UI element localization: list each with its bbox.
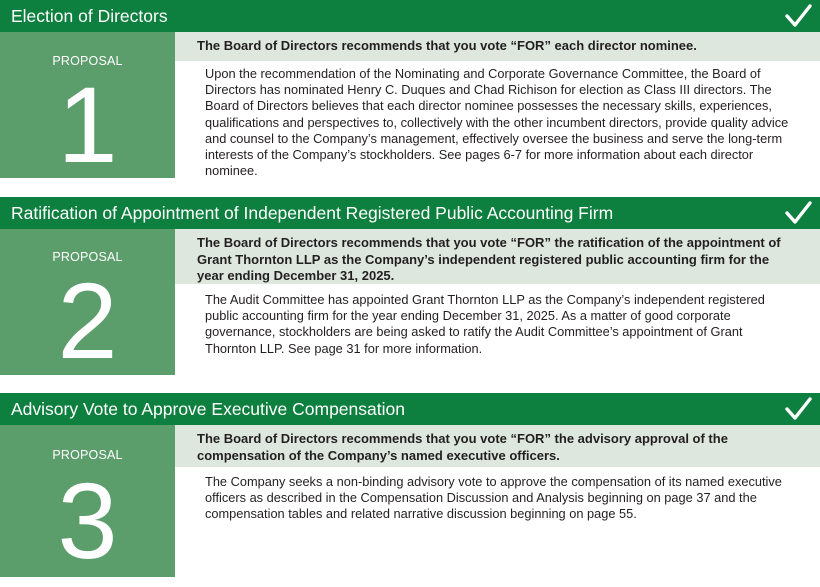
proposal-1 [0, 0, 820, 185]
proposal-3-number: 3 [57, 460, 118, 581]
checkmark-icon [784, 396, 812, 422]
proposal-2-title: Ratification of Appointment of Independent Registered Public Accounting Firm [11, 202, 614, 223]
proposal-3 [0, 393, 820, 581]
proposal-1-number: 1 [57, 64, 118, 185]
proposal-2-header [0, 197, 820, 229]
proposal-3-recommendation: The Board of Directors recommends that you vote “FOR” the advisory approval of the compensation of the Company’s named executive officers. [175, 425, 820, 467]
proposal-3-description: The Company seeks a non-binding advisory vote to approve the compensation of its named executive officers as described in the Compensation Discussion and Analysis beginning on page 37 and the compensation tables and related narrative discussion beginning on page 55. [205, 474, 782, 522]
proposal-2 [0, 197, 820, 381]
proposal-2-description: The Audit Committee has appointed Grant Thornton LLP as the Company’s independent registered public accounting firm for the year ending December 31, 2025. As a matter of good corporate governance, stockholders are being asked to ratify the Audit Committee’s appointment of Grant Thornton LLP. See page 31 for more information. [205, 292, 765, 356]
proposal-3-title: Advisory Vote to Approve Executive Compensation [11, 398, 405, 419]
proposal-1-title: Election of Directors [11, 5, 168, 26]
proposal-1-label: PROPOSAL [52, 54, 123, 68]
proposal-2-number-box [0, 229, 175, 381]
proposal-2-label: PROPOSAL [52, 250, 123, 264]
checkmark-icon [784, 3, 812, 29]
proposal-2-recommendation: The Board of Directors recommends that you vote “FOR” the ratification of the appointment of Grant Thornton LLP as the Company’s independent registered public accounting firm for the year ending December 31, 2025. [175, 229, 820, 284]
proposal-1-recommendation: The Board of Directors recommends that you vote “FOR” each director nominee. [175, 32, 820, 61]
proposal-3-label: PROPOSAL [52, 448, 123, 462]
proposal-2-number: 2 [57, 260, 118, 381]
proposal-3-header [0, 393, 820, 425]
proposal-1-header [0, 0, 820, 32]
proposal-1-number-box [0, 32, 175, 185]
proposal-3-number-box [0, 425, 175, 581]
checkmark-icon [784, 200, 812, 226]
proposal-1-description: Upon the recommendation of the Nominating and Corporate Governance Committee, the Board of Directors has nominated Henry C. Duques and Chad Richison for election as Class III directors. The Board of Directors believes that each director nominee possesses the necessary skills, experiences, qualifications and perspectives to, collectively with the other incumbent directors, provide quality advice and counsel to the Company’s management, effectively oversee the business and serve the long-term interests of the Company’s stockholders. See pages 6-7 for more information about each director nominee. [205, 66, 789, 179]
